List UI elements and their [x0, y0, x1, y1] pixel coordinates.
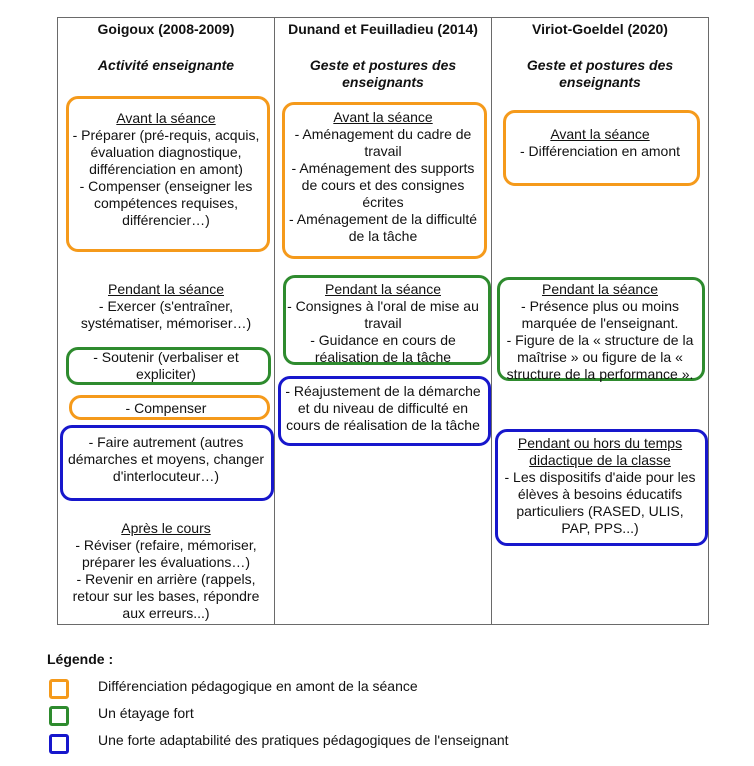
column-header-goigoux: Goigoux (2008-2009) — [97, 21, 235, 37]
col1-autrement-line: - Faire autrement (autres — [88, 434, 244, 450]
col2-avant-line: de la tâche — [348, 228, 418, 244]
col1-avant-title: Avant la séance — [116, 110, 216, 126]
col3-pendant-line: - Figure de la « structure de la — [506, 332, 694, 348]
col1-apres-line: - Réviser (refaire, mémoriser, — [75, 537, 257, 553]
col2-pendant-block — [274, 281, 492, 366]
column-header-dunand: Dunand et Feuilladieu (2014) — [288, 21, 478, 37]
col2-avant-line: écrites — [362, 194, 404, 210]
col2-avant-block — [274, 109, 492, 245]
col3-avant-block — [491, 126, 709, 160]
col3-hors-line: élèves à besoins éducatifs — [517, 486, 683, 502]
col1-avant-line: compétences requises, — [94, 195, 238, 211]
col3-hors-line: PAP, PPS...) — [561, 520, 639, 536]
col3-pendant-line: structure de la performance ». — [506, 366, 694, 382]
col1-autrement-line: démarches et moyens, changer — [67, 451, 265, 467]
col3-avant-title: Avant la séance — [550, 126, 650, 142]
col2-avant-title: Avant la séance — [333, 109, 433, 125]
col1-apres-title: Après le cours — [121, 520, 211, 536]
col1-autrement-block — [57, 434, 275, 485]
legend-label-green: Un étayage fort — [98, 705, 194, 721]
col1-soutenir-line: expliciter) — [136, 366, 196, 382]
col2-pendant-title: Pendant la séance — [325, 281, 441, 297]
col3-avant-line: - Différenciation en amont — [519, 143, 681, 159]
col2-pendant-line: réalisation de la tâche — [314, 349, 452, 365]
col3-pendant-title: Pendant la séance — [542, 281, 658, 297]
column-subheader-dunand: Geste et postures des enseignants — [309, 57, 457, 90]
col2-pendant-line: travail — [364, 315, 402, 331]
col2-avant-line: - Aménagement de la difficulté — [288, 211, 478, 227]
legend-swatch-blue — [49, 734, 69, 754]
col3-pendant-line: maîtrise » ou figure de la « — [517, 349, 683, 365]
col3-pendant-line: marquée de l'enseignant. — [521, 315, 679, 331]
col1-avant-block — [57, 110, 275, 229]
col2-avant-line: - Aménagement des supports — [291, 160, 475, 176]
col2-avant-line: - Aménagement du cadre de — [294, 126, 472, 142]
col3-hors-title: Pendant ou hors du temps — [517, 435, 683, 451]
col1-apres-line: retour sur les bases, répondre — [72, 588, 260, 604]
legend-label-orange: Différenciation pédagogique en amont de la séance — [98, 678, 418, 694]
col1-autrement-line: d'interlocuteur…) — [112, 468, 220, 484]
col3-hors-block — [491, 435, 709, 537]
column-subheader-goigoux: Activité enseignante — [97, 57, 235, 73]
col3-hors-line: - Les dispositifs d'aide pour les — [504, 469, 696, 485]
col1-avant-line: différencier…) — [122, 212, 210, 228]
legend-swatch-orange — [49, 679, 69, 699]
col1-pendant-line: - Exercer (s'entraîner, — [98, 298, 234, 314]
col1-soutenir-block — [57, 349, 275, 383]
col3-pendant-block — [491, 281, 709, 383]
col2-pendant-line: - Guidance en cours de — [310, 332, 456, 348]
col2-reajustement-line: - Réajustement de la démarche — [285, 383, 481, 399]
col1-apres-line: préparer les évaluations…) — [81, 554, 251, 570]
col1-apres-line: - Revenir en arrière (rappels, — [76, 571, 256, 587]
legend-label-blue: Une forte adaptabilité des pratiques pédagogiques de l'enseignant — [98, 732, 509, 748]
col3-hors-title: didactique de la classe — [529, 452, 671, 468]
col1-pendant-title: Pendant la séance — [108, 281, 224, 297]
col1-pendant-block — [57, 281, 275, 332]
column-header-viriot: Viriot-Goeldel (2020) — [532, 21, 668, 37]
col2-avant-line: de cours et des consignes — [301, 177, 465, 193]
col2-reajustement-line: cours de réalisation de la tâche — [286, 417, 480, 433]
col1-soutenir-line: - Soutenir (verbaliser et — [93, 349, 239, 365]
col3-pendant-line: - Présence plus ou moins — [521, 298, 679, 314]
col3-hors-line: particuliers (RASED, ULIS, — [516, 503, 684, 519]
col2-reajustement-line: et du niveau de difficulté en — [297, 400, 469, 416]
col1-avant-line: évaluation diagnostique, — [90, 144, 242, 160]
col1-apres-block — [57, 520, 275, 622]
col1-avant-line: différenciation en amont) — [89, 161, 243, 177]
col2-avant-line: travail — [364, 143, 402, 159]
col1-pendant-line: systématiser, mémoriser…) — [80, 315, 252, 331]
column-subheader-viriot: Geste et postures des enseignants — [526, 57, 674, 90]
legend-swatch-green — [49, 706, 69, 726]
col1-compenser-line: - Compenser — [125, 400, 207, 416]
col2-reajustement-block — [274, 383, 492, 434]
col1-avant-line: - Préparer (pré-requis, acquis, — [72, 127, 260, 143]
col1-avant-line: - Compenser (enseigner les — [79, 178, 253, 194]
col2-pendant-line: - Consignes à l'oral de mise au — [287, 298, 479, 314]
col1-apres-line: aux erreurs...) — [122, 605, 210, 621]
legend-title: Légende : — [47, 651, 114, 667]
